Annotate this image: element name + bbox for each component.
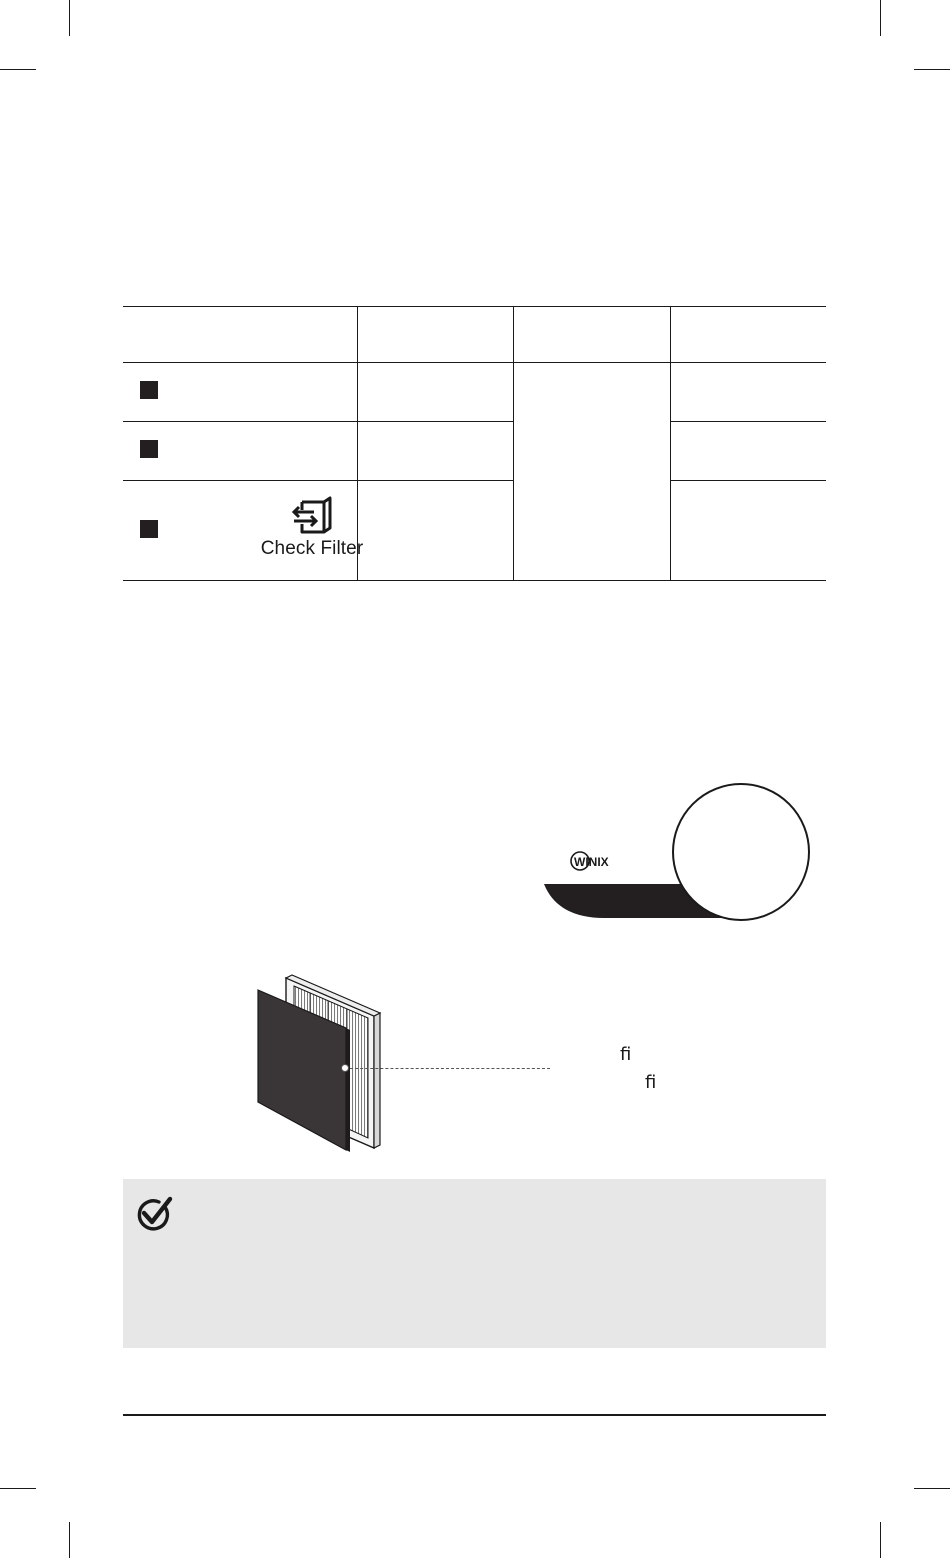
status-table <box>123 306 826 581</box>
table-rule <box>123 421 513 422</box>
crop-mark <box>880 0 881 36</box>
check-filter-indicator <box>234 496 390 576</box>
crop-mark <box>914 1488 950 1489</box>
row-marker <box>140 520 158 538</box>
crop-mark <box>0 69 36 70</box>
table-rule <box>670 421 826 422</box>
table-rule-bottom <box>123 580 826 581</box>
table-rule <box>123 480 513 481</box>
table-rule <box>670 480 826 481</box>
crop-mark <box>69 0 70 36</box>
filter-replace-icon <box>286 496 338 536</box>
table-column-rule <box>670 306 671 581</box>
check-filter-label: Check Filter <box>260 538 364 559</box>
filter-label-glyph: ﬁ <box>620 1044 632 1065</box>
filter-illustration <box>250 972 390 1157</box>
crop-mark <box>914 69 950 70</box>
row-marker <box>140 381 158 399</box>
table-rule <box>123 362 826 363</box>
footer-rule <box>123 1414 826 1416</box>
filter-label-glyph: ﬁ <box>645 1072 657 1093</box>
purifier-illustration <box>540 780 830 930</box>
crop-mark <box>0 1488 36 1489</box>
filter-leader-dot <box>341 1064 349 1072</box>
crop-mark <box>69 1522 70 1558</box>
table-column-rule <box>513 306 514 581</box>
crop-mark <box>880 1522 881 1558</box>
row-marker <box>140 440 158 458</box>
note-box <box>123 1179 826 1348</box>
filter-leader-line <box>345 1068 550 1070</box>
checkmark-circle-icon <box>135 1195 175 1233</box>
brand-logo: WINIX <box>574 855 609 869</box>
table-rule-top <box>123 306 826 307</box>
